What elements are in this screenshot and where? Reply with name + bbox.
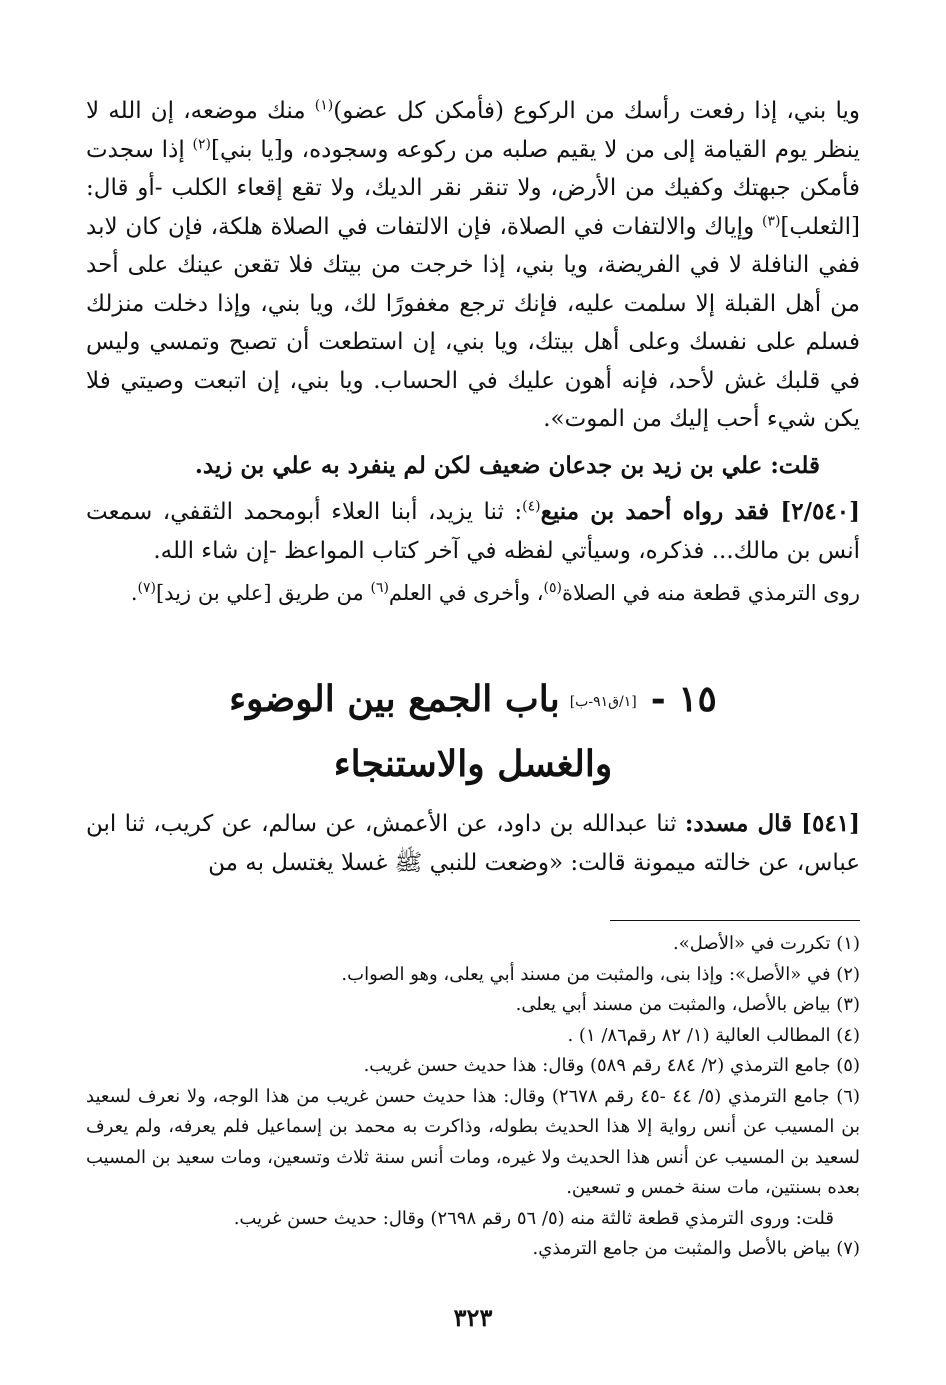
- footnote: (٧) بياض بالأصل والمثبت من جامع الترمذي.: [532, 1238, 860, 1259]
- footnote: (٤) المطالب العالية (١/ ٨٢ رقم٨٦/ ١) .: [567, 1024, 860, 1046]
- footnote-divider: [610, 920, 860, 921]
- footnote-continuation: قلت: وروى الترمذي قطعة ثالثة منه (٥/ ٥٦ رقم ٢٦٩٨) وقال: حديث حسن غريب.: [233, 1207, 834, 1229]
- footnote: (١) تكررت في «الأصل».: [673, 933, 860, 954]
- manuscript-folio: [١/ق٩١-ب]: [569, 694, 637, 710]
- footnote-ref: (٧): [137, 580, 156, 596]
- main-text: [86, 92, 860, 882]
- footnote: (٣) بياض بالأصل، والمثبت من مسند أبي يعلى.: [515, 994, 860, 1015]
- hadith-540-paragraph: [٢/٥٤٠] فقد رواه أحمد بن منيع$^{(٤)}$: ثنا يزيد، أبنا العلاء أبومحمد الثقفي، سمعت أنس بن مالك... فذكره، وسيأتي لفظه في آخر كتاب المواعظ -إن شاء الله.: [86, 498, 860, 564]
- footnote-ref: (٤): [522, 498, 541, 515]
- tirmidhi-note: روى الترمذي قطعة منه في الصلاة$^{(٥)}$، وأخرى في العلم$^{(٦)}$ من طريق [علي بن زيد]$^{(٧)}$.: [130, 580, 860, 605]
- footnote-ref: (٥): [543, 580, 563, 596]
- hadith-number: [٢/٥٤٠]: [780, 498, 860, 525]
- footnote-ref: (٣): [761, 212, 781, 229]
- chapter-title-2: والغسل والاستنجاء: [333, 743, 613, 785]
- footnote-ref: (٢): [192, 135, 212, 152]
- footnote: (٢) في «الأصل»: وإذا بنى، والمثبت من مسند أبي يعلى، وهو الصواب.: [341, 963, 860, 985]
- qultu-label: قلت:: [770, 451, 820, 479]
- footnotes: [86, 929, 860, 1265]
- body-paragraph: ويا بني، إذا رفعت رأسك من الركوع (فأمكن كل عضو)$^{(١)}$ منك موضعه، إن الله لا ينظر يوم القيامة إلى من لا يقيم صلبه من ركوعه وسجوده، و[يا بني]$^{(٢)}$ إذا سجدت فأمكن جبهتك وكفيك من الأرض، ولا تنقر نقر الديك، ولا تقع إقعاء الكلب -أو قال: [الثعلب]$^{(٣)}$ وإياك والالتفات في الصلاة، فإن الالتفات في الصلاة هلكة، فإن كان لابد ففي النافلة لا في الفريضة، ويا بني، إذا خرجت من بيتك فلا تقعن عينك على أحد من أهل القبلة إلا سلمت عليه، فإنك ترجع مغفورًا لك، ويا بني، وإذا دخلت منزلك فسلم على نفسك وعلى أهل بيتك، ويا بني، إن استطعت أن تصبح وتمسي وليس في قلبك غش لأحد، فإنه أهون عليك في الحساب. ويا بني، إن اتبعت وصيتي فلا يكن شيء أحب إليك من الموت».: [86, 97, 860, 432]
- footnote: (٦) جامع الترمذي (٥/ ٤٤ -٤٥ رقم ٢٦٧٨) وقال: هذا حديث حسن غريب من هذا الوجه، ولا نعرف لسعيد بن المسيب عن أنس رواية إلا هذا الحديث بطوله، وذاكرت به محمد بن إسماعيل فلم يعرفه، ولم يعرف لسعيد بن المسيب عن أنس هذا الحديث ولا غيره، ومات أنس سنة ثلاث وتسعين، ومات سعيد بن المسيب بعده بسنتين، مات سنة خمس و تسعين.: [86, 1085, 860, 1198]
- chapter-title-1: باب الجمع بين الوضوء: [229, 678, 560, 720]
- chapter-heading: [86, 668, 860, 795]
- chapter-heading-line-1: [86, 668, 860, 733]
- footnote-ref: (١): [314, 97, 334, 114]
- qultu-paragraph: قلت: علي بن زيد بن جدعان ضعيف لكن لم ينفرد به علي بن زيد.: [194, 451, 820, 479]
- hadith-number: [٥٤١]: [801, 810, 860, 837]
- footnote-ref: (٦): [370, 580, 389, 596]
- page-number: ٣٢٣: [453, 1303, 493, 1332]
- chapter-number: ١٥ -: [650, 678, 717, 720]
- hadith-541-paragraph: [٥٤١] قال مسدد: ثنا عبدالله بن داود، عن الأعمش، عن سالم، عن كريب، ثنا ابن عباس، عن خالته ميمونة قالت: «وضعت للنبي ﷺ غسلا يغتسل به من: [86, 810, 860, 876]
- footnote: (٥) جامع الترمذي (٢/ ٤٨٤ رقم ٥٨٩) وقال: هذا حديث حسن غريب.: [363, 1055, 860, 1076]
